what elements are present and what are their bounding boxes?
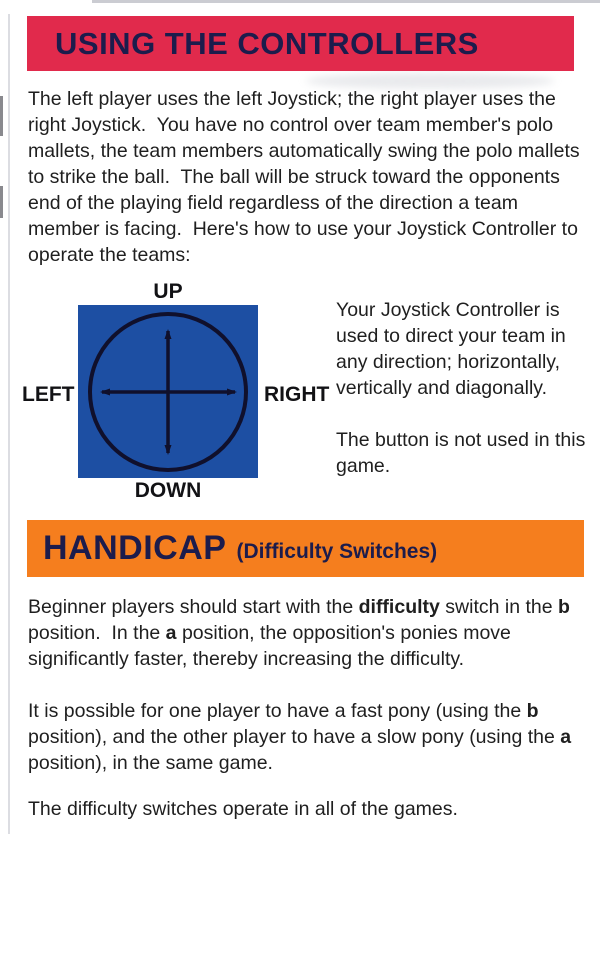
- joystick-left-label: LEFT: [22, 383, 75, 406]
- controllers-section-banner: [27, 16, 574, 71]
- joystick-pad: [78, 305, 258, 478]
- handicap-banner-title: HANDICAP: [43, 529, 227, 567]
- handicap-section-banner: [27, 520, 584, 577]
- joystick-button-note: The button is not used in this game.: [336, 429, 591, 477]
- controllers-intro-paragraph: The left player uses the left Joystick; the right player uses the right Joystick. You have no control over team member's polo mallets, the team members automatically swing the polo mallets to strike the ball. The ball will be struck toward the opponents end of the playing field regardless of the direction a team member is facing. Here's how to use your Joystick Controller to operate the teams:: [28, 88, 586, 266]
- joystick-diagram: [0, 280, 600, 515]
- scan-artifact-left-dash: [0, 186, 3, 218]
- controllers-banner-title: USING THE CONTROLLERS: [55, 25, 479, 61]
- joystick-right-label: RIGHT: [264, 383, 330, 406]
- joystick-up-label: UP: [153, 280, 183, 303]
- joystick-direction-note: Your Joystick Controller is used to direct your team in any direction; horizontally, vertically and diagonally.: [336, 299, 572, 399]
- joystick-down-label: DOWN: [134, 479, 202, 502]
- handicap-paragraph-difficulty-switch: Beginner players should start with the difficulty switch in the b position. In the a position, the opposition's ponies move significantly faster, thereby increasing the difficulty.: [28, 596, 576, 670]
- handicap-paragraph-all-games: The difficulty switches operate in all of the games.: [28, 798, 458, 820]
- scan-artifact-top-line: [92, 0, 600, 3]
- scan-artifact-left-dash: [0, 96, 3, 136]
- handicap-paragraph-fast-slow-pony: It is possible for one player to have a fast pony (using the b position), and the other player to have a slow pony (using the a position), in the same game.: [28, 700, 577, 774]
- joystick-notes: [336, 297, 591, 479]
- joystick-directions-icon: [78, 305, 258, 478]
- handicap-banner-subtitle: (Difficulty Switches): [236, 539, 438, 563]
